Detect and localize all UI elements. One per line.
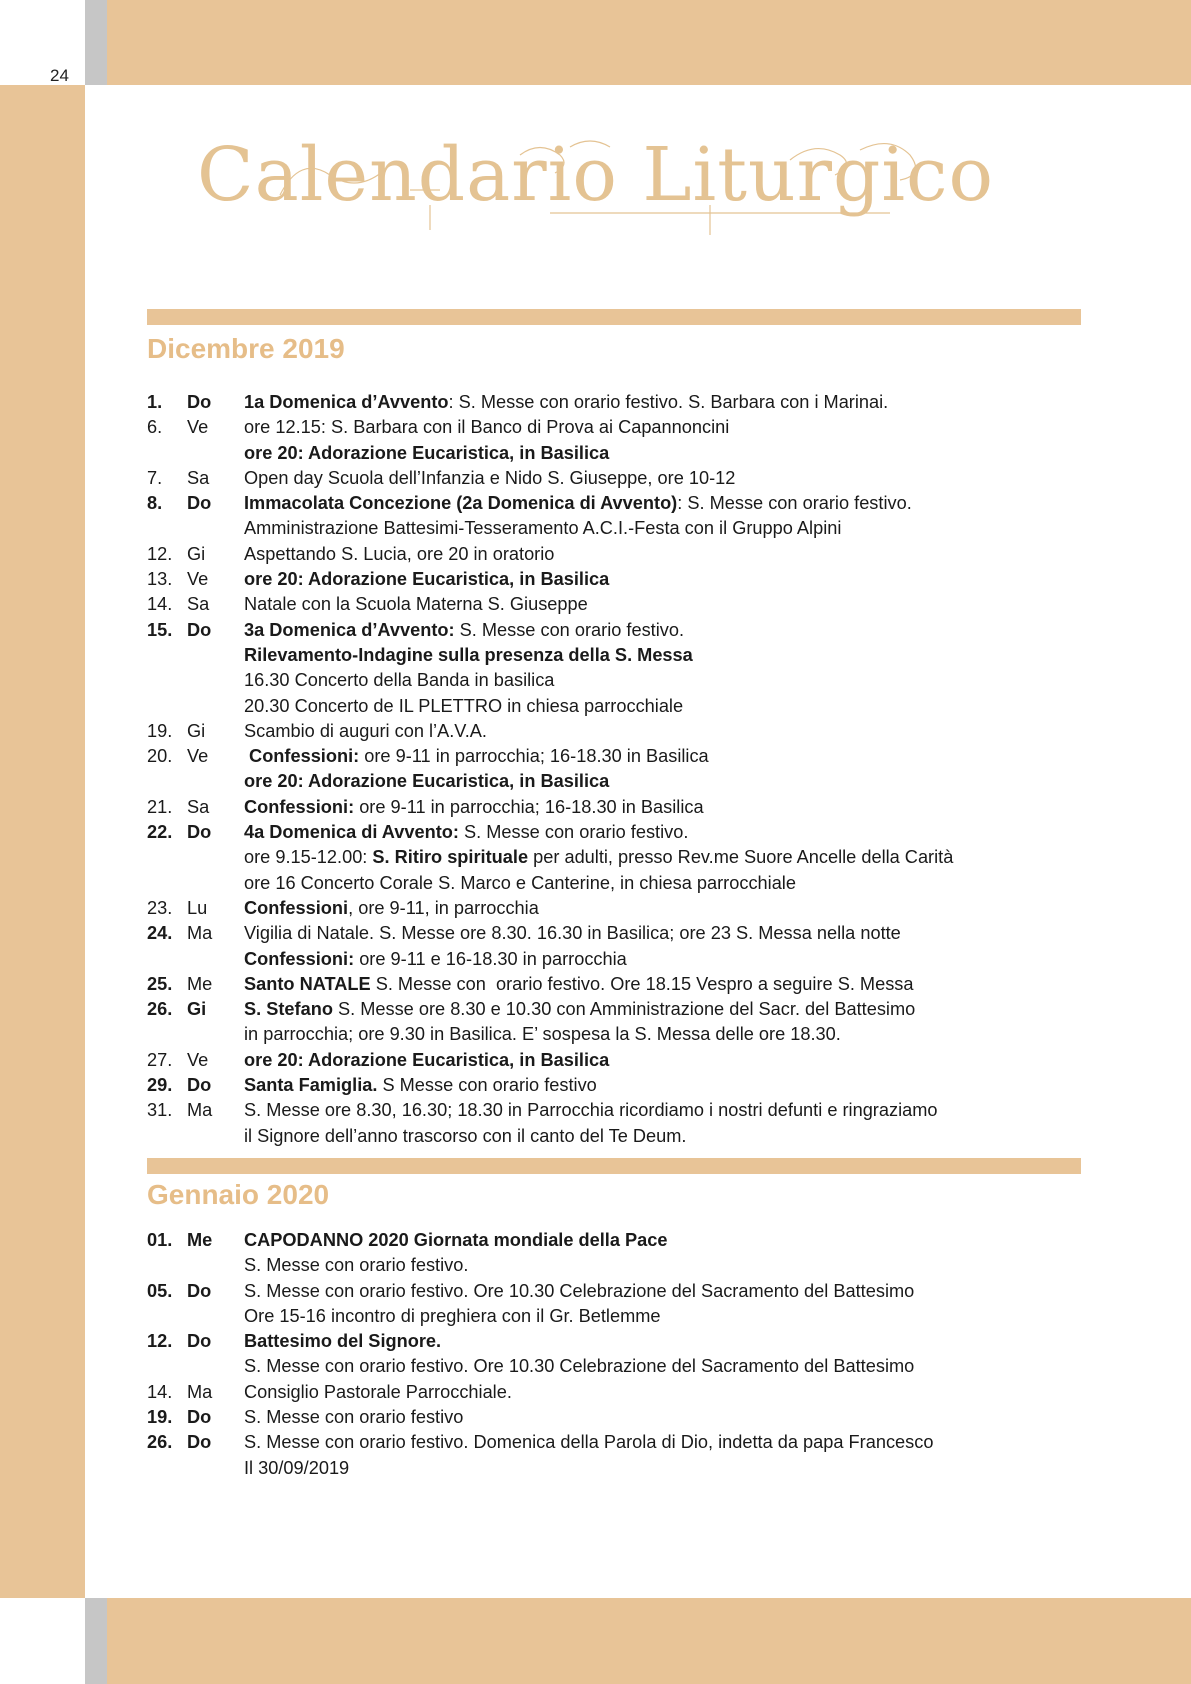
entry-date — [147, 1124, 187, 1149]
entry-description — [244, 921, 1087, 946]
entry-date: 8. — [147, 493, 163, 514]
calendar-entry — [147, 441, 1087, 466]
calendar-entry — [147, 390, 1087, 415]
entry-weekday — [187, 668, 244, 693]
section-divider-dicembre — [147, 309, 1081, 325]
entry-date: 25. — [147, 973, 173, 994]
entry-weekday — [187, 871, 244, 896]
calendar-entry — [147, 668, 1087, 693]
bottom-decorative-band — [107, 1598, 1191, 1684]
entry-text-segment: Scambio di auguri con l’A.V.A. — [244, 720, 487, 741]
entry-text-segment: 1a Domenica d’Avvento — [244, 392, 449, 412]
calendar-entry — [147, 1098, 1087, 1123]
entry-text-segment: 4a Domenica di Avvento: — [244, 822, 459, 843]
entry-text-segment: S. Messe con orario festivo. Ore 18.15 Vespro a seguire S. Messa — [370, 973, 914, 994]
entry-date: 6. — [147, 417, 163, 438]
entry-text-segment: ore 20: Adorazione Eucaristica, in Basilica — [244, 771, 610, 792]
entry-weekday — [187, 1304, 244, 1329]
calendar-entry — [147, 1304, 1087, 1329]
entry-weekday — [187, 694, 244, 719]
entry-text-segment: S. Messe con orario festivo. — [458, 822, 689, 843]
section-heading-gennaio: Gennaio 2020 — [147, 1179, 330, 1210]
entry-date: 13. — [147, 569, 173, 590]
entry-text-segment: S. Messe con orario festivo — [244, 1407, 464, 1428]
entry-text-segment: Aspettando S. Lucia, ore 20 in oratorio — [244, 543, 555, 564]
entry-text-segment: ore 12.15: S. Barbara con il Banco di Prova ai Capannoncini — [244, 417, 730, 438]
calendar-entry — [147, 820, 1087, 845]
entry-date: 24. — [147, 923, 173, 944]
entry-date: 31. — [147, 1100, 173, 1121]
entry-weekday: Do — [187, 1407, 212, 1428]
entry-description — [244, 415, 1087, 440]
entry-date: 15. — [147, 619, 173, 640]
entry-weekday — [187, 1456, 244, 1481]
entry-description — [244, 668, 1087, 693]
entry-text-segment: ore 9.15-12.00: — [244, 847, 373, 868]
calendar-entry — [147, 1253, 1087, 1278]
entry-description — [244, 845, 1087, 870]
calendar-entry — [147, 947, 1087, 972]
entry-text-segment: Rilevamento-Indagine sulla presenza della S. Messa — [244, 644, 693, 665]
entry-date: 19. — [147, 1407, 173, 1428]
calendar-entry — [147, 1048, 1087, 1073]
entry-text-segment: ore 9-11 in parrocchia; 16-18.30 in Basilica — [354, 796, 704, 817]
entry-description — [244, 441, 1087, 466]
entry-text-segment: S. Messe ore 8.30 e 10.30 con Amministrazione del Sacr. del Battesimo — [332, 999, 916, 1020]
entry-weekday — [187, 769, 244, 794]
entry-text-segment: S. Ritiro spirituale — [372, 847, 529, 868]
calendar-entry — [147, 1279, 1087, 1304]
calendar-entry — [147, 1354, 1087, 1379]
entry-description — [244, 491, 1087, 516]
entry-description — [244, 1228, 1087, 1253]
entry-description — [244, 1456, 1087, 1481]
calendar-entry — [147, 694, 1087, 719]
entry-description — [244, 694, 1087, 719]
entry-description — [244, 592, 1087, 617]
calendar-entry — [147, 592, 1087, 617]
calendar-entry — [147, 1228, 1087, 1253]
entry-text-segment: Santa Famiglia. — [244, 1075, 378, 1096]
entry-weekday: Ma — [187, 923, 213, 944]
calendar-entry — [147, 972, 1087, 997]
entry-text-segment: in parrocchia; ore 9.30 in Basilica. E’ sospesa la S. Messa delle ore 18.30. — [244, 1024, 841, 1045]
entry-date — [147, 1456, 187, 1481]
entry-weekday: Do — [187, 1280, 212, 1301]
calendar-entry — [147, 1380, 1087, 1405]
entry-description — [244, 1304, 1087, 1329]
calendar-entry — [147, 1022, 1087, 1047]
entry-date: 20. — [147, 746, 173, 767]
entry-text-segment: ore 20: Adorazione Eucaristica, in Basilica — [244, 442, 610, 463]
entry-description — [244, 896, 1087, 921]
entry-text-segment: Battesimo del Signore. — [244, 1331, 442, 1352]
entry-description — [244, 1430, 1087, 1455]
entry-weekday — [187, 845, 244, 870]
entry-date: 26. — [147, 999, 173, 1020]
entry-text-segment: Confessioni: — [244, 796, 355, 817]
entry-weekday — [187, 1253, 244, 1278]
calendar-list-gennaio — [147, 1228, 1087, 1481]
entry-date: 12. — [147, 543, 173, 564]
entry-description — [244, 1329, 1087, 1354]
calendar-entry — [147, 567, 1087, 592]
entry-text-segment: Il 30/09/2019 — [244, 1457, 350, 1478]
calendar-entry — [147, 744, 1087, 769]
entry-date: 05. — [147, 1280, 173, 1301]
entry-date — [147, 516, 187, 541]
entry-text-segment: Ore 15-16 incontro di preghiera con il Gr. Betlemme — [244, 1305, 661, 1326]
entry-text-segment: , ore 9-11, in parrocchia — [348, 897, 539, 918]
calendar-entry — [147, 1124, 1087, 1149]
entry-text-segment: : S. Messe con orario festivo. — [677, 493, 912, 514]
entry-text-segment: S. Messe ore 8.30, 16.30; 18.30 in Parrocchia ricordiamo i nostri defunti e ringraziamo — [244, 1100, 938, 1121]
entry-description — [244, 390, 1087, 415]
entry-text-segment: 16.30 Concerto della Banda in basilica — [244, 670, 555, 691]
entry-weekday: Sa — [187, 796, 210, 817]
entry-description — [244, 769, 1087, 794]
left-decorative-band — [0, 85, 85, 1598]
page-title: Calendario Liturgico — [196, 132, 995, 218]
calendar-entry — [147, 921, 1087, 946]
entry-text-segment: il Signore dell’anno trascorso con il canto del Te Deum. — [244, 1125, 687, 1146]
entry-text-segment: S. Messe con orario festivo. — [454, 619, 685, 640]
entry-date: 14. — [147, 594, 173, 615]
calendar-entry — [147, 491, 1087, 516]
entry-weekday: Ve — [187, 417, 209, 438]
entry-text-segment: per adulti, presso Rev.me Suore Ancelle della Carità — [528, 847, 954, 868]
entry-description — [244, 795, 1087, 820]
entry-date: 26. — [147, 1432, 173, 1453]
entry-description — [244, 1124, 1087, 1149]
entry-weekday: Gi — [187, 720, 206, 741]
calendar-list-dicembre — [147, 390, 1087, 1149]
entry-date: 27. — [147, 1049, 173, 1070]
calendar-entry — [147, 997, 1087, 1022]
calendar-entry — [147, 1456, 1087, 1481]
entry-date: 01. — [147, 1230, 173, 1250]
entry-weekday — [187, 643, 244, 668]
entry-text-segment: Immacolata Concezione (2a Domenica di Avvento) — [244, 493, 678, 514]
entry-weekday: Sa — [187, 467, 210, 488]
entry-text-segment: : S. Messe con orario festivo. S. Barbara con i Marinai. — [448, 392, 889, 412]
entry-weekday: Ma — [187, 1100, 213, 1121]
calendar-entry — [147, 1405, 1087, 1430]
entry-date: 23. — [147, 897, 173, 918]
entry-text-segment: CAPODANNO 2020 Giornata mondiale della Pace — [244, 1230, 668, 1250]
entry-date: 21. — [147, 796, 173, 817]
entry-description — [244, 1405, 1087, 1430]
entry-description — [244, 516, 1087, 541]
entry-description — [244, 1279, 1087, 1304]
entry-weekday: Do — [187, 1432, 212, 1453]
calendar-entry — [147, 719, 1087, 744]
entry-text-segment: ore 16 Concerto Corale S. Marco e Canterine, in chiesa parrocchiale — [244, 872, 796, 893]
entry-date: 22. — [147, 822, 173, 843]
calendar-entry — [147, 896, 1087, 921]
entry-date — [147, 1354, 187, 1379]
entry-text-segment: Consiglio Pastorale Parrocchiale. — [244, 1381, 512, 1402]
entry-description — [244, 542, 1087, 567]
entry-weekday — [187, 1124, 244, 1149]
entry-date — [147, 1022, 187, 1047]
section-divider-gennaio — [147, 1158, 1081, 1174]
calendar-entry — [147, 769, 1087, 794]
entry-date — [147, 643, 187, 668]
entry-text-segment: ore 20: Adorazione Eucaristica, in Basilica — [244, 1049, 610, 1070]
entry-text-segment: Confessioni: — [244, 948, 355, 969]
entry-weekday: Do — [187, 822, 212, 843]
entry-text-segment: 3a Domenica d’Avvento: — [244, 619, 455, 640]
bottom-gray-strip — [85, 1598, 107, 1684]
calendar-entry — [147, 542, 1087, 567]
entry-weekday: Do — [187, 392, 212, 412]
entry-description — [244, 567, 1087, 592]
calendar-entry — [147, 1073, 1087, 1098]
entry-weekday — [187, 1022, 244, 1047]
entry-weekday: Gi — [187, 999, 207, 1020]
entry-description — [244, 820, 1087, 845]
entry-text-segment: Vigilia di Natale. S. Messe ore 8.30. 16.30 in Basilica; ore 23 S. Messa nella notte — [244, 923, 901, 944]
entry-description — [244, 1380, 1087, 1405]
calendar-entry — [147, 466, 1087, 491]
entry-text-segment: S Messe con orario festivo — [377, 1075, 597, 1096]
calendar-entry — [147, 871, 1087, 896]
entry-date — [147, 441, 187, 466]
entry-weekday — [187, 516, 244, 541]
entry-text-segment: Confessioni — [244, 897, 349, 918]
calendar-entry — [147, 415, 1087, 440]
entry-text-segment: Open day Scuola dell’Infanzia e Nido S. Giuseppe, ore 10-12 — [244, 467, 736, 488]
entry-weekday: Gi — [187, 543, 206, 564]
entry-weekday: Do — [187, 1075, 212, 1096]
entry-description — [244, 719, 1087, 744]
entry-weekday — [187, 441, 244, 466]
entry-description — [244, 997, 1087, 1022]
entry-text-segment: Natale con la Scuola Materna S. Giuseppe — [244, 594, 588, 615]
entry-date: 29. — [147, 1075, 173, 1096]
entry-weekday: Ma — [187, 1381, 213, 1402]
entry-description — [244, 744, 1087, 769]
section-heading-dicembre: Dicembre 2019 — [147, 333, 345, 364]
page-number: 24 — [50, 66, 69, 85]
entry-text-segment: Santo NATALE — [244, 973, 371, 994]
calendar-entry — [147, 1329, 1087, 1354]
entry-weekday: Do — [187, 493, 212, 514]
entry-weekday — [187, 947, 244, 972]
entry-weekday: Do — [187, 619, 212, 640]
entry-date — [147, 845, 187, 870]
calendar-entry — [147, 795, 1087, 820]
entry-text-segment: 20.30 Concerto de IL PLETTRO in chiesa parrocchiale — [244, 695, 684, 716]
entry-description — [244, 1253, 1087, 1278]
entry-weekday: Sa — [187, 594, 210, 615]
entry-date — [147, 694, 187, 719]
entry-description — [244, 618, 1087, 643]
entry-weekday: Lu — [187, 897, 208, 918]
entry-description — [244, 947, 1087, 972]
entry-text-segment: Confessioni: — [244, 746, 360, 767]
entry-text-segment: S. Messe con orario festivo. — [244, 1255, 469, 1276]
entry-text-segment: S. Messe con orario festivo. Ore 10.30 Celebrazione del Sacramento del Battesimo — [244, 1356, 915, 1377]
entry-date — [147, 769, 187, 794]
calendar-entry — [147, 618, 1087, 643]
entry-text-segment: ore 9-11 e 16-18.30 in parrocchia — [354, 948, 627, 969]
entry-date: 7. — [147, 467, 163, 488]
entry-description — [244, 1048, 1087, 1073]
entry-weekday: Ve — [187, 1049, 209, 1070]
entry-date — [147, 1253, 187, 1278]
entry-text-segment: ore 9-11 in parrocchia; 16-18.30 in Basilica — [359, 746, 709, 767]
top-gray-strip — [85, 0, 107, 85]
entry-date: 19. — [147, 720, 173, 741]
entry-weekday: Me — [187, 973, 213, 994]
entry-weekday: Ve — [187, 569, 209, 590]
entry-weekday: Me — [187, 1230, 213, 1250]
entry-date: 14. — [147, 1381, 173, 1402]
top-decorative-band — [107, 0, 1191, 85]
calendar-entry — [147, 516, 1087, 541]
entry-text-segment: Amministrazione Battesimi-Tesseramento A.C.I.-Festa con il Gruppo Alpini — [244, 518, 842, 539]
entry-description — [244, 1022, 1087, 1047]
entry-description — [244, 972, 1087, 997]
entry-description — [244, 1098, 1087, 1123]
entry-description — [244, 643, 1087, 668]
entry-weekday: Do — [187, 1331, 212, 1352]
entry-weekday — [187, 1354, 244, 1379]
entry-date: 12. — [147, 1331, 173, 1352]
entry-weekday: Ve — [187, 746, 209, 767]
calendar-entry — [147, 643, 1087, 668]
entry-text-segment: ore 20: Adorazione Eucaristica, in Basilica — [244, 569, 610, 590]
entry-description — [244, 466, 1087, 491]
entry-description — [244, 871, 1087, 896]
entry-date — [147, 1304, 187, 1329]
entry-date — [147, 668, 187, 693]
entry-text-segment: S. Messe con orario festivo. Ore 10.30 Celebrazione del Sacramento del Battesimo — [244, 1280, 915, 1301]
calendar-entry — [147, 845, 1087, 870]
entry-date: 1. — [147, 392, 163, 412]
entry-date — [147, 871, 187, 896]
entry-date — [147, 947, 187, 972]
entry-text-segment: S. Stefano — [244, 999, 333, 1020]
entry-description — [244, 1354, 1087, 1379]
entry-text-segment: S. Messe con orario festivo. Domenica della Parola di Dio, indetta da papa Francesco — [244, 1432, 934, 1453]
entry-description — [244, 1073, 1087, 1098]
calendar-entry — [147, 1430, 1087, 1455]
